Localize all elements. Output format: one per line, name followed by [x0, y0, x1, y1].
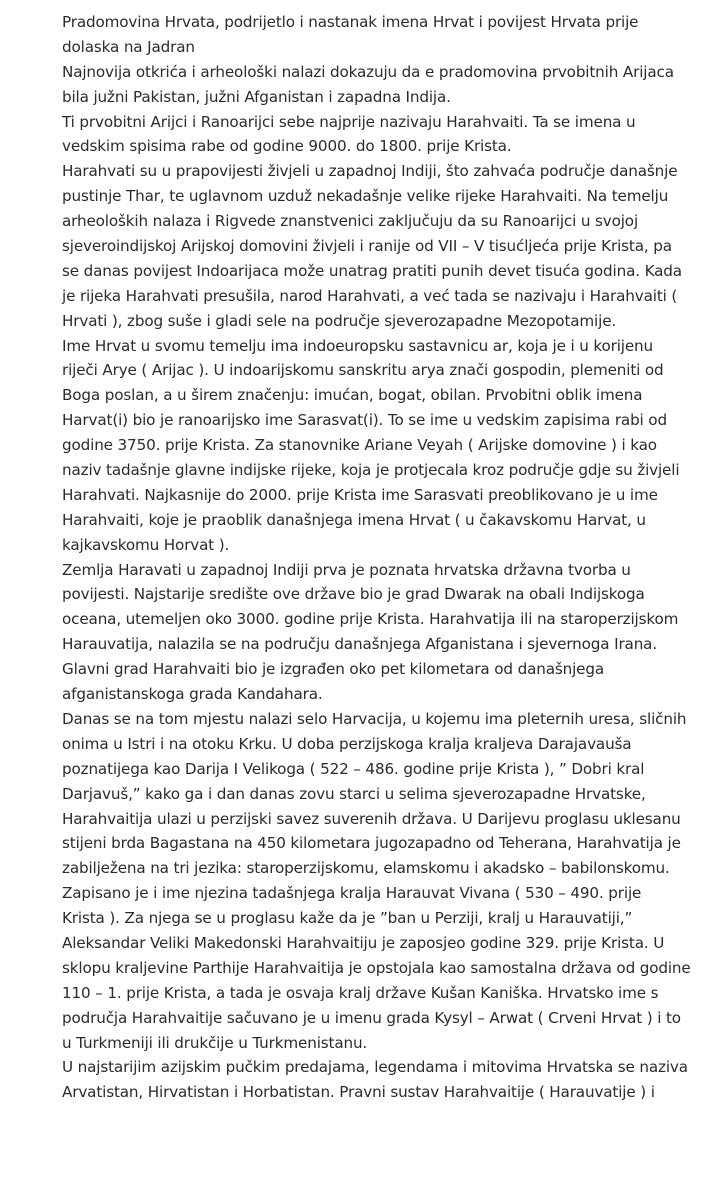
text-line: Ti prvobitni Arijci i Ranoarijci sebe najprije nazivaju Harahvaiti. Ta se imena u	[62, 112, 636, 131]
text-line: dolaska na Jadran	[62, 37, 195, 56]
text-line: stijeni brda Bagastana na 450 kilometara jugozapadno od Teherana, Harahvatija je	[62, 834, 681, 853]
text-line: oceana, utemeljen oko 3000. godine prije Krista. Harahvatija ili na staroperzijskom	[62, 610, 679, 629]
text-line: Harahvaiti, koje je praoblik današnjega imena Hrvat ( u čakavskomu Harvat, u	[62, 510, 646, 529]
text-line: Danas se na tom mjestu nalazi selo Harvacija, u kojemu ima pleternih uresa, sličnih	[62, 709, 687, 728]
text-line: onima u Istri i na otoku Krku. U doba perzijskoga kralja kraljeva Darajavauša	[62, 734, 632, 753]
text-line: područja Harahvaitije sačuvano je u imenu grada Kysyl – Arwat ( Crveni Hrvat ) i to	[62, 1008, 681, 1027]
text-line: Harahvati. Najkasnije do 2000. prije Krista ime Sarasvati preoblikovano je u ime	[62, 485, 658, 504]
text-line: Harahvaitija ulazi u perzijski savez suverenih država. U Darijevu proglasu uklesanu	[62, 809, 681, 828]
text-line: zabilježena na tri jezika: staroperzijskomu, elamskomu i akadsko – babilonskomu.	[62, 859, 670, 878]
text-line: poznatijega kao Darija I Velikoga ( 522 – 486. godine prije Krista ), ” Dobri kral	[62, 759, 645, 778]
text-line: U najstarijim azijskim pučkim predajama, legendama i mitovima Hrvatska se naziva	[62, 1058, 688, 1077]
text-line: Arvatistan, Hirvatistan i Horbatistan. Pravni sustav Harahvaitije ( Harauvatije ) i	[62, 1083, 655, 1102]
text-line: kajkavskomu Horvat ).	[62, 535, 230, 554]
text-line: Hrvati ), zbog suše i gladi sele na područje sjeverozapadne Mezopotamije.	[62, 311, 617, 330]
text-line: Ime Hrvat u svomu temelju ima indoeuropsku sastavnicu ar, koja je i u korijenu	[62, 336, 653, 355]
text-line: pustinje Thar, te uglavnom uzduž nekadašnje velike rijeke Harahvaiti. Na temelju	[62, 187, 669, 206]
text-line: sjeveroindijskoj Arijskoj domovini živjeli i ranije od VII – V tisućljeća prije Krista, pa	[62, 237, 672, 256]
text-line: afganistanskoga grada Kandahara.	[62, 685, 323, 704]
text-line: Krista ). Za njega se u proglasu kaže da je ”ban u Perziji, kralj u Harauvatiji,”	[62, 909, 633, 928]
text-line: 110 – 1. prije Krista, a tada je osvaja kralj države Kušan Kaniška. Hrvatsko ime s	[62, 983, 659, 1002]
text-line: godine 3750. prije Krista. Za stanovnike Ariane Veyah ( Arijske domovine ) i kao	[62, 436, 657, 455]
text-line: riječi Arye ( Arijac ). U indoarijskomu sanskritu arya znači gospodin, plemeniti od	[62, 361, 664, 380]
text-line: Zapisano je i ime njezina tadašnjega kralja Harauvat Vivana ( 530 – 490. prije	[62, 884, 642, 903]
text-line: Najnovija otkrića i arheološki nalazi dokazuju da e pradomovina prvobitnih Arijaca	[62, 62, 674, 81]
text-line: Aleksandar Veliki Makedonski Harahvaitiju je zaposjeo godine 329. prije Krista. U	[62, 933, 665, 952]
text-line: Zemlja Haravati u zapadnoj Indiji prva je poznata hrvatska državna tvorba u	[62, 560, 631, 579]
text-line: Harauvatija, nalazila se na području današnjega Afganistana i sjevernoga Irana.	[62, 635, 658, 654]
text-line: arheoloških nalaza i Rigvede znanstvenici zaključuju da su Ranoarijci u svojoj	[62, 212, 639, 231]
document-text	[62, 10, 722, 1105]
text-line: Pradomovina Hrvata, podrijetlo i nastanak imena Hrvat i povijest Hrvata prije	[62, 13, 639, 31]
text-line: je rijeka Harahvati presušila, narod Harahvati, a već tada se nazivaju i Harahvaiti (	[62, 286, 678, 305]
text-line: povijesti. Najstarije središte ove države bio je grad Dwarak na obali Indijskoga	[62, 585, 645, 604]
text-line: sklopu kraljevine Parthije Harahvaitija je opstojala kao samostalna država od godine	[62, 958, 691, 977]
text-line: Harahvati su u prapovijesti živjeli u zapadnoj Indiji, što zahvaća područje današnje	[62, 162, 678, 181]
text-line: Glavni grad Harahvaiti bio je izgrađen oko pet kilometara od današnjega	[62, 660, 605, 679]
text-line: se danas povijest Indoarijaca može unatrag pratiti punih devet tisuća godina. Kada	[62, 261, 682, 280]
text-line: Harvat(i) bio je ranoarijsko ime Sarasvat(i). To se ime u vedskim zapisima rabi od	[62, 411, 667, 430]
text-line: u Turkmeniji ili drukčije u Turkmenistanu.	[62, 1033, 368, 1052]
text-line: bila južni Pakistan, južni Afganistan i zapadna Indija.	[62, 87, 451, 106]
text-line: Darjavuš,” kako ga i dan danas zovu starci u selima sjeverozapadne Hrvatske,	[62, 784, 646, 803]
text-line: Boga poslan, a u širem značenju: imućan, bogat, obilan. Prvobitni oblik imena	[62, 386, 643, 405]
text-line: naziv tadašnje glavne indijske rijeke, koja je protjecala kroz područje gdje su živjeli	[62, 461, 680, 480]
text-line: vedskim spisima rabe od godine 9000. do 1800. prije Krista.	[62, 137, 512, 156]
